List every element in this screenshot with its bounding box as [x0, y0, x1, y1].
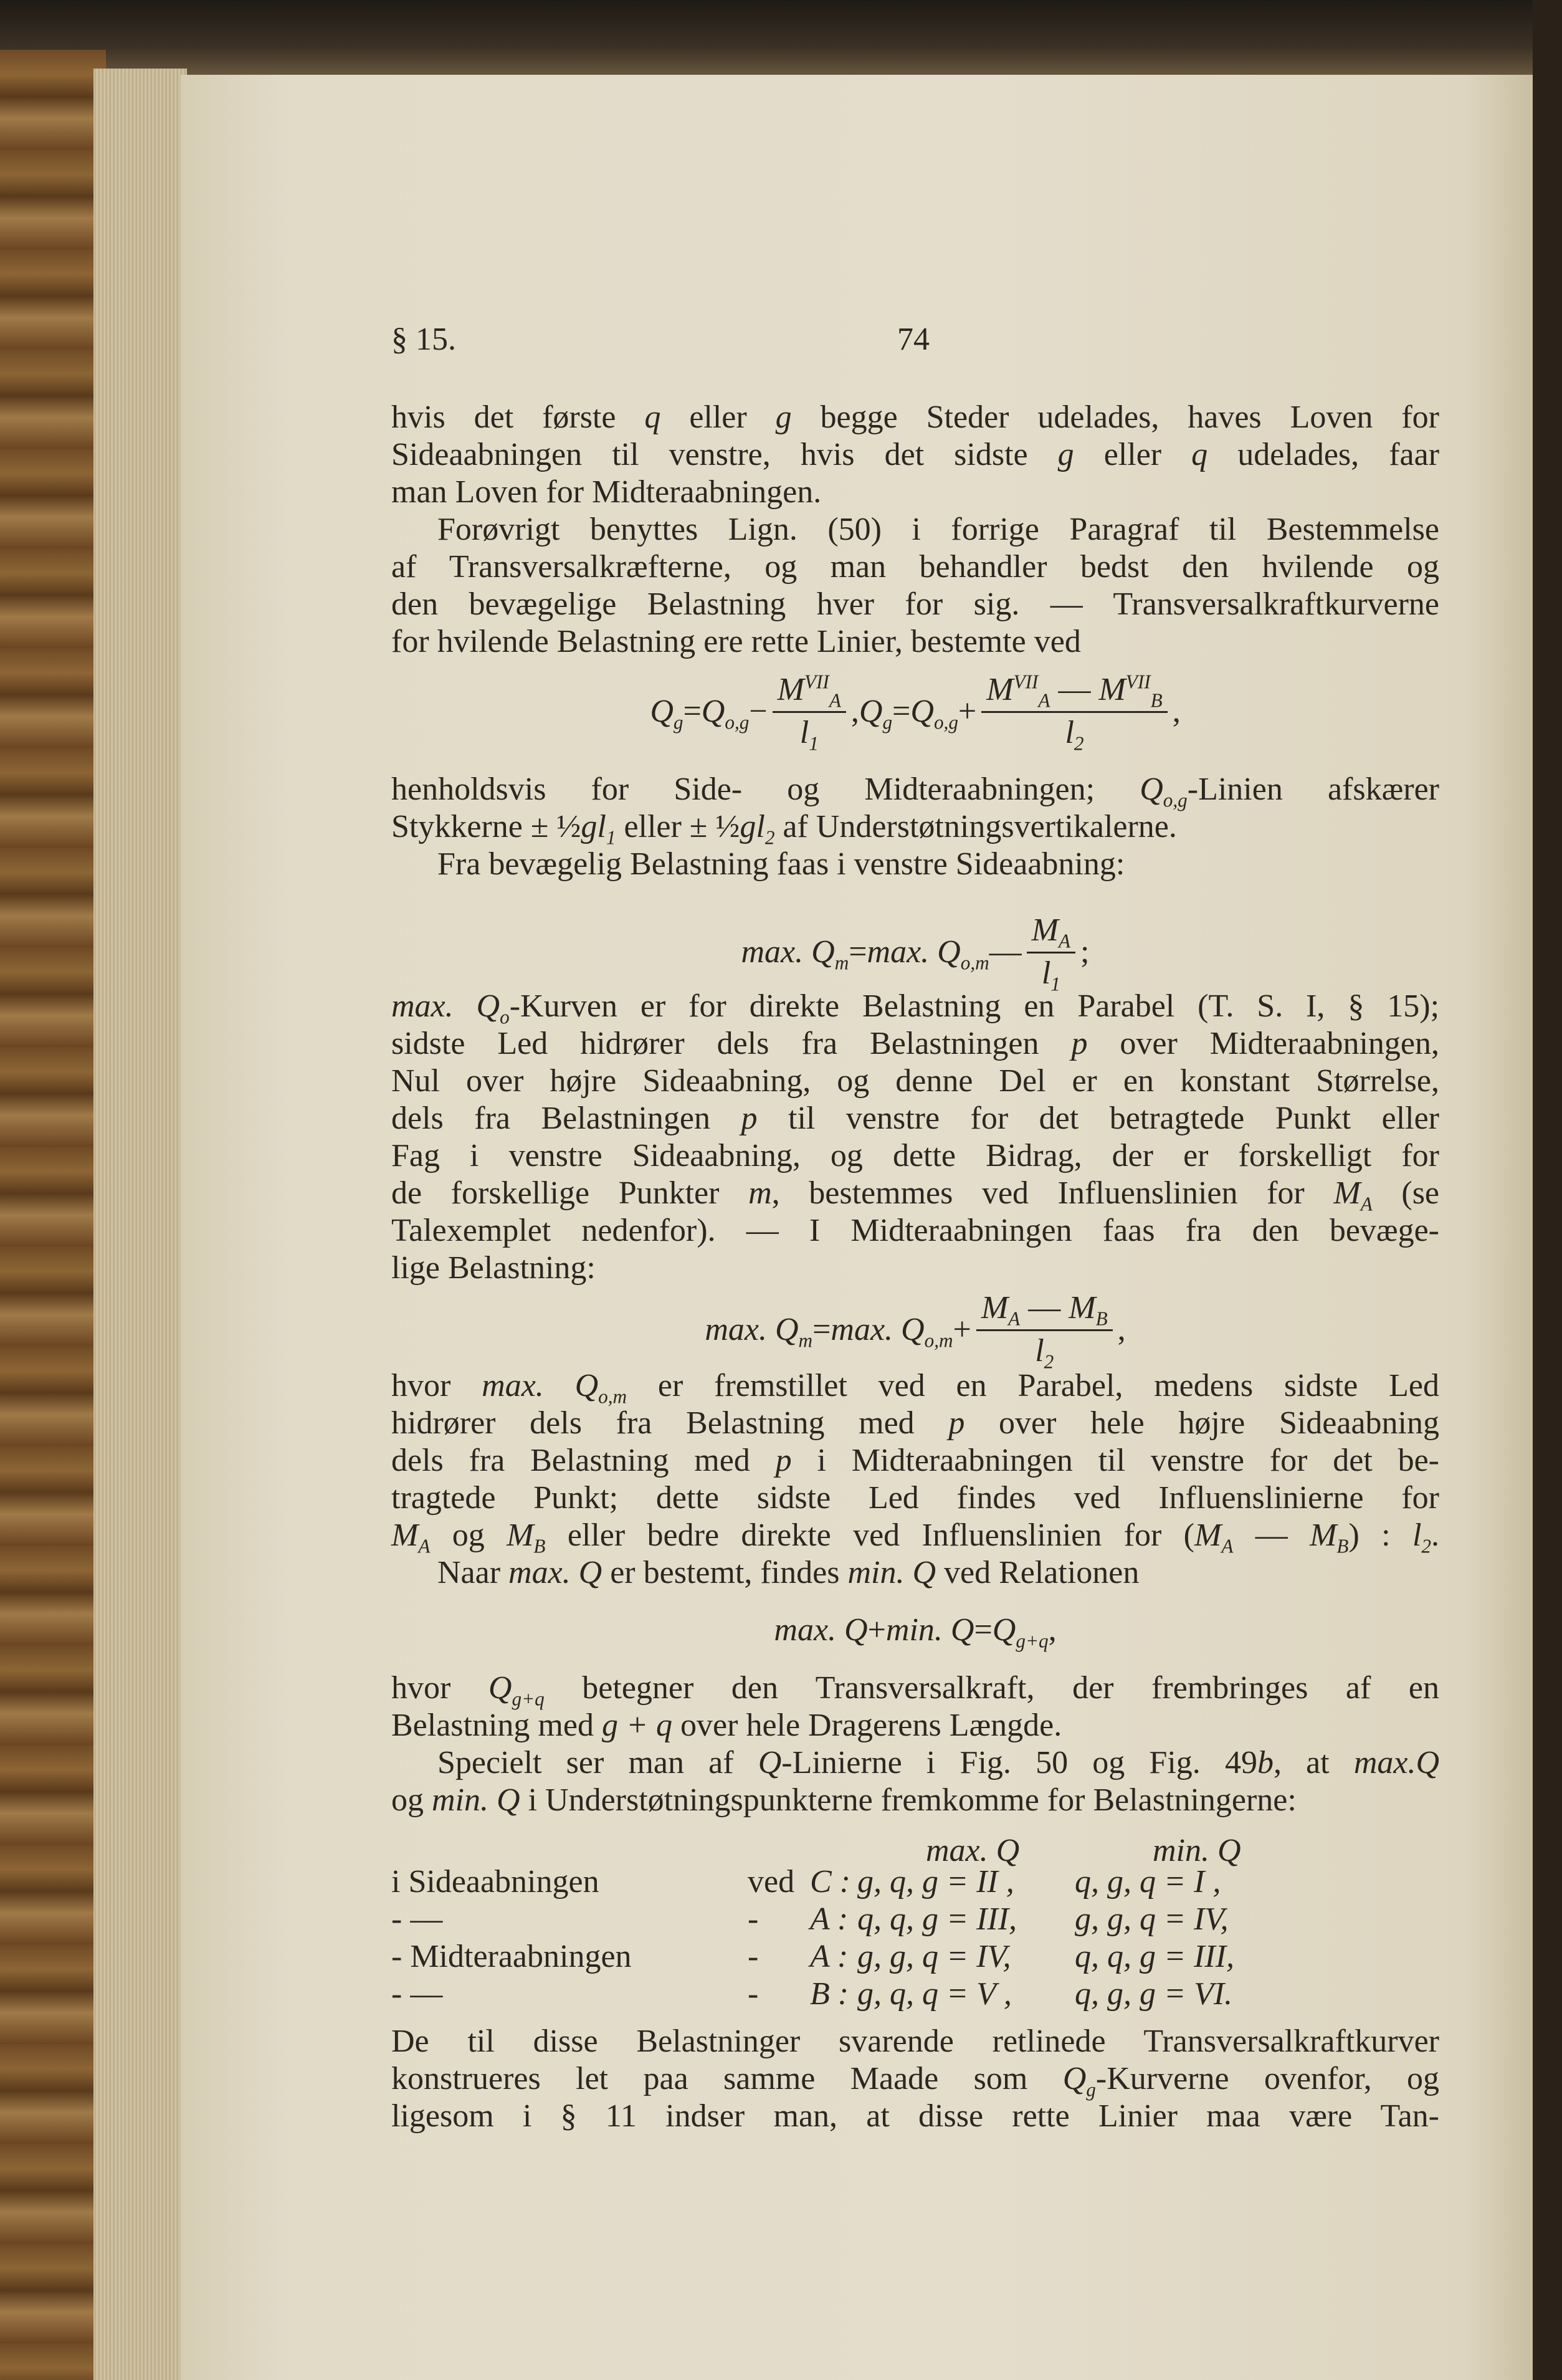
table-cell-min: q, q, g = III, [1075, 1939, 1235, 1974]
math-symbol: M [986, 671, 1014, 707]
text-run: af Transversalkræfterne, og man behandler bedst den hvilende og [391, 549, 1439, 585]
math-term [740, 809, 775, 849]
text-run: = [892, 693, 911, 729]
equation-relation [391, 1595, 1439, 1664]
text-run: eller [1074, 437, 1192, 472]
text-run: + [958, 693, 977, 729]
math-term [910, 693, 958, 733]
text-run: over hele Dragerens Længde. [672, 1708, 1062, 1743]
math-term [507, 1517, 546, 1557]
text-line [391, 1100, 1439, 1137]
text-run: konstrueres let paa samme Maade som [391, 2061, 1063, 2096]
subscript: g+q [512, 1688, 545, 1710]
fraction [976, 1289, 1113, 1370]
table-header-max: max. Q [926, 1833, 1020, 1868]
text-run: = [812, 1311, 831, 1347]
math-term [1058, 437, 1074, 472]
table-cell-min: q, g, g = VI. [1075, 1976, 1233, 2012]
text-run: De til disse Belastninger svarende retlinede Transversalkraftkurver [391, 2024, 1439, 2059]
text-run: tragtede Punkt; dette sidste Led findes ved Influenslinierne for [391, 1480, 1439, 1516]
subscript: B [1336, 1535, 1349, 1557]
subscript: g [1086, 2078, 1096, 2101]
subscript: 1 [1050, 972, 1060, 995]
subscript: 1 [809, 732, 819, 754]
math-symbol: max. Q [831, 1311, 925, 1347]
scan-background [1533, 0, 1562, 2380]
math-symbol: min. Q [847, 1555, 936, 1590]
subscript: g [882, 710, 893, 733]
math-term [488, 1670, 545, 1710]
text-run: -Kurverne ovenfor, og [1095, 2061, 1439, 2096]
subscript: o,g [933, 710, 958, 733]
text-run: — [1050, 671, 1099, 707]
math-term [1191, 437, 1207, 472]
text-run: Nul over højre Sideaabning, og denne Del er en konstant Størrelse, [391, 1063, 1439, 1099]
table-cell-ved: - [748, 1939, 759, 1974]
math-symbol: M [1333, 1175, 1361, 1211]
math-symbol: b [1257, 1745, 1274, 1780]
text-line [391, 988, 1440, 1028]
subscript: o,m [960, 951, 989, 973]
table-cell-label: i Sideaabningen [391, 1864, 599, 1900]
math-symbol: q [1191, 437, 1208, 472]
text-line [391, 1367, 1439, 1408]
subscript: 2 [1044, 1350, 1054, 1372]
text-run: ; [1080, 934, 1090, 970]
text-run: , [1048, 1612, 1057, 1648]
math-term [774, 1612, 867, 1648]
equation-max-qm-side [391, 905, 1439, 998]
math-term [741, 934, 849, 973]
book-spine-stain [0, 50, 106, 2380]
math-symbol: l [1035, 1332, 1044, 1369]
math-term [758, 1745, 782, 1780]
table-cell-ved: - [748, 1901, 759, 1937]
subscript: 1 [606, 826, 616, 849]
math-term [1065, 714, 1084, 754]
text-run: , at [1273, 1745, 1354, 1780]
text-run: henholdsvis for Side- og Midteraabningen; [391, 772, 1140, 807]
text-run: . [1431, 1517, 1439, 1553]
numerator [976, 1289, 1113, 1331]
table-cell-max: q, q, g = III, [857, 1901, 1017, 1937]
math-term [701, 693, 750, 733]
text-run: i Midteraabningen til venstre for det be- [791, 1443, 1439, 1478]
math-term [1194, 1517, 1234, 1557]
text-run: de forskellige Punkter [391, 1175, 749, 1211]
text-run: = [849, 934, 867, 970]
math-term [705, 1311, 813, 1351]
fraction [981, 671, 1167, 752]
text-line [391, 1212, 1439, 1250]
text-line [391, 1479, 1439, 1517]
paragraph-block [391, 399, 1439, 661]
math-symbol: Q [488, 1670, 512, 1706]
text-run: over hele højre Sideaabning [964, 1405, 1439, 1441]
math-symbol: min. Q [885, 1612, 974, 1648]
math-term [831, 1311, 953, 1351]
denominator [1035, 1331, 1054, 1370]
math-term [776, 1443, 792, 1478]
table-cell-point: B : [810, 1976, 849, 2012]
math-symbol: p [741, 1101, 758, 1136]
math-symbol: Q [992, 1612, 1016, 1648]
subscript: A [1221, 1535, 1234, 1557]
math-symbol: Q [1062, 2061, 1087, 2096]
text-run: lige Belastning: [391, 1250, 596, 1286]
math-symbol: l [1041, 955, 1051, 991]
numerator [1027, 912, 1075, 953]
table-cell-ved: ved [748, 1864, 795, 1900]
text-run: sidste Led hidrører dels fra Belastningen [391, 1026, 1072, 1061]
text-run: betegner den Transversalkraft, der frembringes af en [544, 1670, 1439, 1706]
subscript: o,m [598, 1385, 627, 1408]
text-run: eller [660, 399, 776, 435]
math-term [482, 1368, 627, 1408]
text-run: ligesom i § 11 indser man, at disse rette Linier maa være Tan- [391, 2098, 1439, 2134]
math-symbol: m [748, 1175, 772, 1211]
text-line [391, 1554, 1439, 1592]
math-symbol: g [775, 399, 792, 435]
table-header-min: min. Q [1153, 1833, 1241, 1868]
text-line [391, 1250, 1439, 1287]
math-term [1310, 1517, 1349, 1557]
fraction [773, 671, 846, 752]
subscript: A [1008, 1307, 1021, 1329]
text-run: for hvilende Belastning ere rette Linier, bestemte ved [391, 624, 1081, 659]
math-term [650, 693, 683, 733]
math-term [1098, 671, 1163, 711]
text-run: -Linierne i Fig. 50 og Fig. 49 [781, 1745, 1257, 1780]
text-run: hvor [391, 1670, 488, 1706]
text-line [391, 1744, 1439, 1782]
book-top-edge [0, 0, 1562, 78]
subscript: o,g [1163, 789, 1188, 811]
table-cell-max: g, q, q = V , [857, 1976, 1012, 2012]
text-run: , [1172, 693, 1181, 729]
text-line [391, 1137, 1439, 1175]
equation-qg [391, 664, 1439, 758]
superscript: VII [1013, 671, 1039, 693]
text-line [391, 1517, 1439, 1557]
equation-max-qm-middle [391, 1283, 1439, 1376]
subscript: o [500, 1006, 510, 1028]
math-term [1031, 912, 1071, 952]
text-run: til venstre for det betragtede Punkt eller [757, 1101, 1440, 1136]
math-term [1062, 2061, 1096, 2101]
text-run: Naar [437, 1555, 509, 1590]
math-term [777, 671, 841, 711]
text-run: — [1233, 1517, 1310, 1553]
text-run: eller bedre direkte ved Influenslinien for ( [545, 1517, 1194, 1553]
text-line [391, 399, 1439, 436]
section-marker: § 15. [391, 322, 456, 357]
superscript: VII [804, 671, 829, 693]
text-run: Specielt ser man af [437, 1745, 758, 1780]
math-symbol: l [1412, 1517, 1422, 1553]
numerator [773, 671, 846, 713]
math-symbol: g + q [601, 1708, 673, 1743]
paragraph-block [391, 988, 1439, 1287]
math-symbol: Q [758, 1745, 782, 1780]
math-term [602, 1708, 672, 1743]
subscript: g+q [1016, 1629, 1049, 1651]
subscript: 2 [1421, 1535, 1431, 1557]
numerator [981, 671, 1167, 713]
math-symbol: M [507, 1517, 534, 1553]
text-run: — [989, 934, 1022, 970]
math-symbol: M [1098, 671, 1126, 707]
text-line [391, 436, 1439, 474]
text-line [391, 1442, 1439, 1479]
math-symbol: max. Q [391, 988, 500, 1024]
math-term [986, 671, 1050, 711]
subscript: A [829, 689, 841, 711]
math-symbol: M [1031, 912, 1059, 948]
math-term [867, 934, 989, 973]
math-term [1069, 1289, 1108, 1329]
text-run: den bevægelige Belastning hver for sig. — Transversalkraftkurverne [391, 586, 1439, 622]
paragraph-block [391, 771, 1439, 883]
math-symbol: M [981, 1289, 1009, 1326]
subscript: A [1360, 1193, 1373, 1215]
text-line [391, 2098, 1439, 2135]
text-run: hidrører dels fra Belastning med [391, 1405, 949, 1441]
text-run: af Understøtningsvertikalerne. [774, 809, 1177, 844]
text-run: og [430, 1517, 507, 1553]
math-symbol: min. Q [432, 1782, 520, 1818]
text-line [391, 474, 1439, 511]
math-term [432, 1782, 520, 1818]
text-run: begge Steder udelades, haves Loven for [791, 399, 1439, 435]
text-line [391, 1670, 1439, 1710]
math-term [1140, 772, 1188, 811]
text-run: og [391, 1782, 432, 1818]
table-cell-max: g, q, g = II , [857, 1864, 1014, 1900]
text-line [391, 1782, 1439, 1819]
math-term [748, 1175, 772, 1211]
page-stack-edge [93, 69, 187, 2380]
subscript: A [1058, 929, 1071, 952]
text-line [391, 2060, 1439, 2101]
subscript: A [1038, 689, 1050, 711]
math-symbol: M [777, 671, 804, 707]
text-line [391, 623, 1439, 661]
math-term [1071, 1026, 1087, 1061]
table-cell-max: g, g, q = IV, [857, 1939, 1011, 1974]
subscript: o,m [924, 1329, 953, 1351]
text-run: hvor [391, 1368, 482, 1403]
superscript: VII [1125, 671, 1151, 693]
math-symbol: max. Q [482, 1368, 599, 1403]
math-symbol: l [1065, 714, 1074, 750]
subscript: o,g [725, 710, 750, 733]
text-run: Fag i venstre Sideaabning, og dette Bidrag, der er forskelligt for [391, 1138, 1439, 1173]
table-cell-label: - Midteraabningen [391, 1939, 632, 1974]
math-term [644, 399, 660, 435]
text-run: + [867, 1612, 886, 1648]
paragraph-block [391, 1670, 1439, 1819]
math-term [981, 1289, 1021, 1329]
denominator [800, 713, 819, 752]
text-run: = [974, 1612, 993, 1648]
denominator [1041, 953, 1060, 995]
math-term [1035, 1332, 1054, 1372]
math-symbol: gl [740, 809, 765, 844]
math-symbol: Q [701, 693, 725, 729]
text-run: er bestemt, findes [602, 1555, 848, 1590]
text-run: ) : [1348, 1517, 1412, 1553]
text-run: dels fra Belastningen [391, 1101, 741, 1136]
math-term [391, 988, 510, 1028]
math-symbol: l [799, 714, 809, 750]
text-run: -Linien afskærer [1187, 772, 1439, 807]
table-cell-point: A : [810, 1939, 849, 1974]
math-term [741, 1101, 758, 1136]
subscript: B [1095, 1307, 1108, 1329]
math-symbol: q [644, 399, 661, 435]
text-run: man Loven for Midteraabningen. [391, 474, 822, 510]
table-cell-ved: - [748, 1976, 759, 2012]
text-line [391, 1063, 1439, 1100]
math-symbol: max. Q [867, 934, 961, 970]
math-symbol: Q [650, 693, 674, 729]
math-term [847, 1555, 936, 1590]
math-symbol: max. Q [741, 934, 835, 970]
math-symbol: Q [910, 693, 934, 729]
text-run: Belastning med [391, 1708, 602, 1743]
math-term [1041, 955, 1060, 995]
math-symbol: Q [1140, 772, 1163, 807]
subscript: B [1150, 689, 1163, 711]
table-cell-point: C : [810, 1864, 850, 1900]
math-symbol: M [1069, 1289, 1096, 1326]
text-run: er fremstillet ved en Parabel, medens sidste Led [627, 1368, 1439, 1403]
math-term [508, 1555, 602, 1590]
math-symbol: M [1194, 1517, 1222, 1553]
subscript: 2 [764, 826, 775, 849]
text-run: (se [1372, 1175, 1440, 1211]
subscript: m [798, 1329, 813, 1351]
paragraph-block [391, 1367, 1439, 1592]
text-run: + [953, 1311, 971, 1347]
math-term [391, 1517, 431, 1557]
math-term [1257, 1745, 1274, 1780]
math-symbol: p [948, 1405, 965, 1441]
text-run: Talexemplet nedenfor). — I Midteraabningen faas fra den bevæge- [391, 1213, 1439, 1248]
text-line [391, 511, 1439, 548]
math-symbol: gl [581, 809, 606, 844]
table-cell-min: g, g, q = IV, [1075, 1901, 1229, 1937]
denominator [1065, 713, 1083, 752]
text-run: , bestemmes ved Influenslinien for [771, 1175, 1334, 1211]
text-run: i Understøtningspunkterne fremkomme for Belastningerne: [520, 1782, 1297, 1818]
text-line [391, 548, 1439, 586]
text-line [391, 1707, 1439, 1744]
subscript: A [418, 1535, 431, 1557]
math-term [948, 1405, 964, 1441]
text-run: over Midteraabningen, [1087, 1026, 1439, 1061]
text-line [391, 1025, 1439, 1063]
text-run: Forøvrigt benyttes Lign. (50) i forrige Paragraf til Bestemmelse [437, 512, 1439, 547]
text-run: -Kurven er for direkte Belastning en Parabel (T. S. I, § 15); [509, 988, 1440, 1024]
math-symbol: g [1057, 437, 1074, 472]
math-term [886, 1612, 974, 1648]
math-symbol: max. Q [508, 1555, 602, 1590]
text-run: − [749, 693, 768, 729]
text-line [391, 771, 1439, 811]
math-term [1333, 1175, 1373, 1215]
text-run: , [850, 693, 859, 729]
text-line [391, 846, 1439, 883]
text-line [391, 808, 1439, 849]
text-line [391, 1405, 1439, 1442]
text-run: , [1117, 1311, 1126, 1347]
paragraph-block [391, 2023, 1439, 2135]
table-cell-min: q, g, q = I , [1075, 1864, 1221, 1900]
math-symbol: M [391, 1517, 419, 1553]
math-term [992, 1612, 1049, 1651]
text-run: = [683, 693, 702, 729]
text-run: Sideaabningen til venstre, hvis det sidste [391, 437, 1058, 472]
math-term [1354, 1745, 1439, 1780]
text-run: hvis det første [391, 399, 645, 435]
math-symbol: max.Q [1353, 1745, 1439, 1780]
text-run: dels fra Belastning med [391, 1443, 776, 1478]
text-run: ved Relationen [936, 1555, 1140, 1590]
math-term [776, 399, 792, 435]
math-symbol: max. Q [705, 1311, 799, 1347]
math-term [859, 693, 893, 733]
table-cell-point: A : [810, 1901, 849, 1937]
table-cell-label: - — [391, 1976, 443, 2012]
subscript: B [533, 1535, 546, 1557]
math-symbol: max. Q [774, 1612, 868, 1648]
math-symbol: p [1071, 1026, 1088, 1061]
table-cell-label: - — [391, 1901, 443, 1937]
subscript: m [834, 951, 849, 973]
math-term [581, 809, 616, 849]
math-term [1412, 1517, 1431, 1557]
text-run: Fra bevægelig Belastning faas i venstre Sideaabning: [437, 846, 1125, 882]
fraction [1027, 912, 1075, 995]
text-run: udelades, faar [1207, 437, 1440, 472]
subscript: g [673, 710, 683, 733]
text-run: eller ± ½ [616, 809, 740, 844]
text-run: Stykkerne ± ½ [391, 809, 581, 844]
math-symbol: M [1310, 1517, 1337, 1553]
text-run: — [1020, 1289, 1069, 1326]
math-symbol: p [775, 1443, 792, 1478]
math-term [799, 714, 819, 754]
math-symbol: Q [859, 693, 883, 729]
text-line [391, 2023, 1439, 2060]
text-line [391, 1175, 1440, 1215]
subscript: 2 [1074, 732, 1084, 754]
page-number: 74 [897, 322, 930, 357]
text-line [391, 586, 1439, 623]
